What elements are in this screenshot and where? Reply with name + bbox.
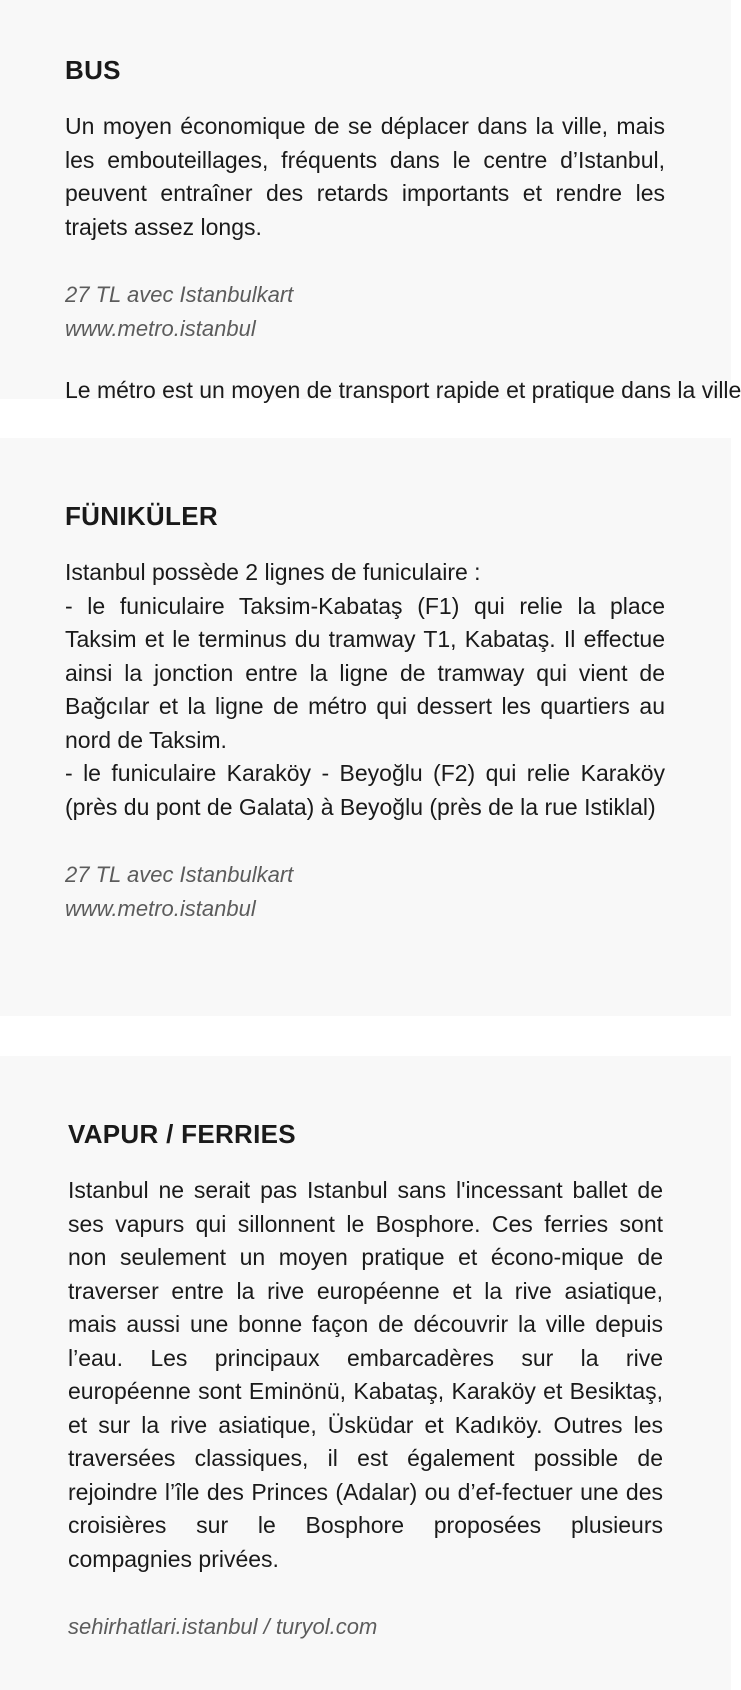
bus-description: Un moyen économique de se déplacer dans la ville, mais les embouteillages, fréquents dans le centre d’Istanbul, peuvent entraîner des retards importants et rendre les trajets assez longs. (65, 113, 665, 240)
funicular-title: FÜNIKÜLER (65, 501, 218, 531)
bus-website-link[interactable]: www.metro.istanbul (65, 315, 256, 341)
bus-title: BUS (65, 55, 121, 85)
ferries-website-links[interactable]: sehirhatlari.istanbul / turyol.com (68, 1614, 378, 1639)
funicular-website-link[interactable]: www.metro.istanbul (65, 895, 256, 921)
ferries-description: Istanbul ne serait pas Istanbul sans l'incessant ballet de ses vapurs qui sillonnent le Bosphore. Ces ferries sont non seulement un moyen pratique et écono-mique de traverser entre la rive européenne et la rive asiatique, mais aussi une bonne façon de découvrir la ville depuis l’eau. Les principaux embarcadères sur la rive européenne sont Eminönü, Kabataş, Karaköy et Besiktaş, et sur la rive asiatique, Üsküdar et Kadıköy. Outres les traversées classiques, il est également possible de rejoindre l’île des Princes (Adalar) ou d’ef-fectuer une des croisières sur le Bosphore proposées plusieurs compagnies privées. (68, 1177, 663, 1572)
bus-price: 27 TL avec Istanbulkart (65, 282, 294, 307)
ferries-info (68, 1610, 663, 1644)
bus-info (65, 278, 665, 345)
ferries-title: VAPUR / FERRIES (68, 1119, 296, 1149)
funicular-section (0, 438, 731, 1016)
bus-section (0, 0, 741, 403)
funicular-description: Istanbul possède 2 lignes de funiculaire : - le funiculaire Taksim-Kabataş (F1) qui relie la place Taksim et le terminus du tramway T1, Kabataş. Il effectue ainsi la jonction entre la ligne de tramway qui vient de Bağcılar et la ligne de métro qui dessert les quartiers au nord de Taksim. - le funiculaire Karaköy - Beyoğlu (F2) qui relie Karaköy (près du pont de Galata) à Beyoğlu (près de la rue Istiklal) (65, 559, 665, 820)
funicular-price: 27 TL avec Istanbulkart (65, 862, 294, 887)
ferries-section (0, 1056, 731, 1690)
funicular-info (65, 858, 665, 925)
cut-off-text-line: Le métro est un moyen de transport rapide et pratique dans la ville (65, 377, 741, 403)
